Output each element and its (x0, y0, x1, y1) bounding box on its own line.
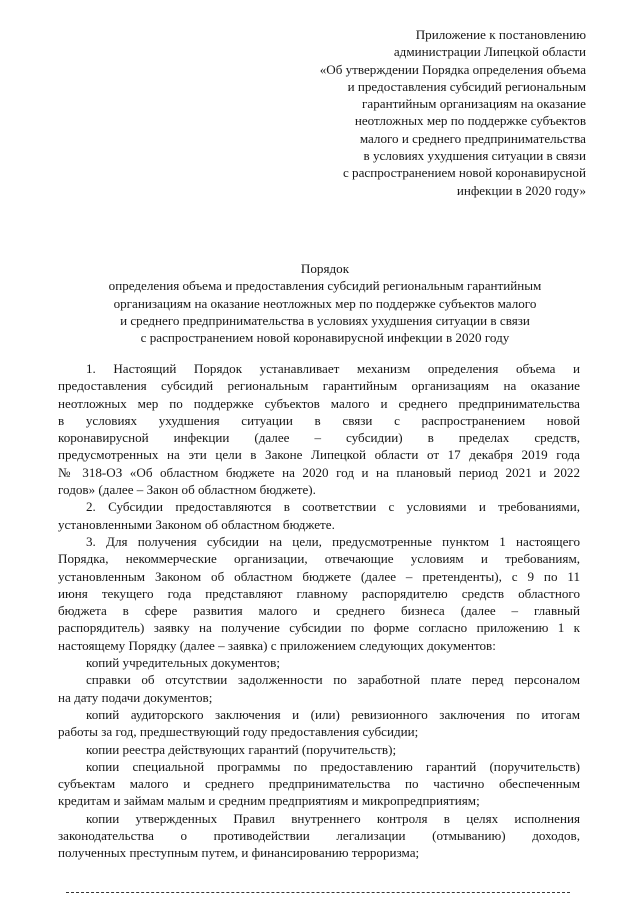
text-line: полученных преступным путем, и финансированию терроризма; (58, 845, 420, 861)
title-line: определения объема и предоставления субсидий региональным гарантийным (108, 278, 542, 294)
text-line: законодательства о противодействии легализации (отмыванию) доходов, (58, 828, 580, 844)
paragraph-3 (58, 533, 580, 654)
text-line: неотложных мер по поддержке субъектов малого и среднего предпринимательства (58, 395, 580, 411)
paragraph-1 (58, 360, 580, 498)
title-line: и среднего предпринимательства в условиях ухудшения ситуации в связи (120, 312, 530, 328)
text-line: 1. Настоящий Порядок устанавливает механизм определения объема и (86, 361, 580, 376)
footer-divider (66, 892, 570, 893)
text-line: копии утвержденных Правил внутреннего контроля в целях исполнения (86, 810, 580, 826)
list-item-charter-copies (58, 654, 580, 671)
appendix-line: Приложение к постановлению (415, 27, 586, 42)
appendix-header (250, 26, 586, 199)
appendix-line: малого и среднего предпринимательства (359, 130, 586, 146)
list-item-internal-control-rules (58, 810, 580, 862)
appendix-line: гарантийным организациям на оказание (362, 96, 586, 112)
text-line: 3. Для получения субсидии на цели, предусмотренные пунктом 1 настоящего (86, 533, 580, 549)
document-body (58, 360, 580, 862)
text-line: копии специальной программы по предоставлению гарантий (поручительств) (86, 758, 580, 774)
appendix-line: в условиях ухудшения ситуации в связи (363, 148, 586, 164)
text-line: в условиях ухудшения ситуации в связи с распространением новой (58, 412, 580, 428)
text-line: предоставления субсидий региональным гарантийным организациям на оказание (58, 378, 580, 394)
document-title (40, 260, 610, 346)
text-line: настоящему Порядку (далее – заявка) с приложением следующих документов: (58, 637, 496, 653)
paragraph-2 (58, 498, 580, 533)
text-line: коронавирусной инфекции (далее – субсидии) в пределах средств, (58, 430, 580, 446)
appendix-line: с распространением новой коронавирусной (342, 165, 586, 181)
text-line: установленным Законом об областном бюджете (далее – претенденты), с 9 по 11 (58, 568, 580, 584)
text-line: копии реестра действующих гарантий (поручительств); (86, 741, 397, 757)
text-line: распорядитель) заявку на получение субсидии по форме согласно приложению 1 к (58, 620, 580, 636)
text-line: Порядка, некоммерческие организации, отвечающие условиям и требованиям, (58, 551, 580, 567)
list-item-special-program (58, 758, 580, 810)
list-item-audit-report (58, 706, 580, 741)
text-line: работы за год, предшествующий году предоставления субсидии; (58, 724, 419, 740)
text-line: предусмотренных на эти цели в Законе Липецкой области от 17 декабря 2019 года (58, 447, 580, 463)
text-line: 2. Субсидии предоставляются в соответствии с условиями и требованиями, (86, 499, 580, 515)
text-line: июня текущего года представляют главному распорядителю средств областного (58, 585, 580, 601)
appendix-line: «Об утверждении Порядка определения объема (319, 61, 586, 77)
text-line: бюджета в сфере развития малого и среднего бизнеса (далее – главный (58, 603, 580, 619)
text-line: № 318-ОЗ «Об областном бюджете на 2020 год и на плановый период 2021 и 2022 (58, 464, 580, 480)
text-line: установленными Законом об областном бюджете. (58, 516, 335, 532)
appendix-line: неотложных мер по поддержке субъектов (354, 113, 586, 129)
text-line: кредитам и займам малым и средним предприятиям и микропредприятиям; (58, 793, 480, 809)
appendix-line: администрации Липецкой области (393, 44, 586, 60)
list-item-salary-certificate (58, 671, 580, 706)
text-line: субъектам малого и среднего предпринимательства по частично обеспеченным (58, 776, 580, 792)
appendix-line: инфекции в 2020 году» (456, 182, 586, 198)
title-line: организациям на оказание неотложных мер по поддержке субъектов малого (113, 295, 537, 311)
text-line: на дату подачи документов; (58, 689, 213, 705)
text-line: копий аудиторского заключения и (или) ревизионного заключения по итогам (86, 706, 580, 722)
title-line: с распространением новой коронавирусной инфекции в 2020 году (140, 330, 510, 346)
title-heading: Порядок (300, 261, 350, 276)
text-line: годов» (далее – Закон об областном бюджете). (58, 482, 316, 498)
text-line: справки об отсутствии задолженности по заработной плате перед персоналом (86, 672, 580, 688)
list-item-guarantee-registry (58, 741, 580, 758)
appendix-line: и предоставления субсидий региональным (347, 78, 586, 94)
text-line: копий учредительных документов; (86, 655, 280, 671)
